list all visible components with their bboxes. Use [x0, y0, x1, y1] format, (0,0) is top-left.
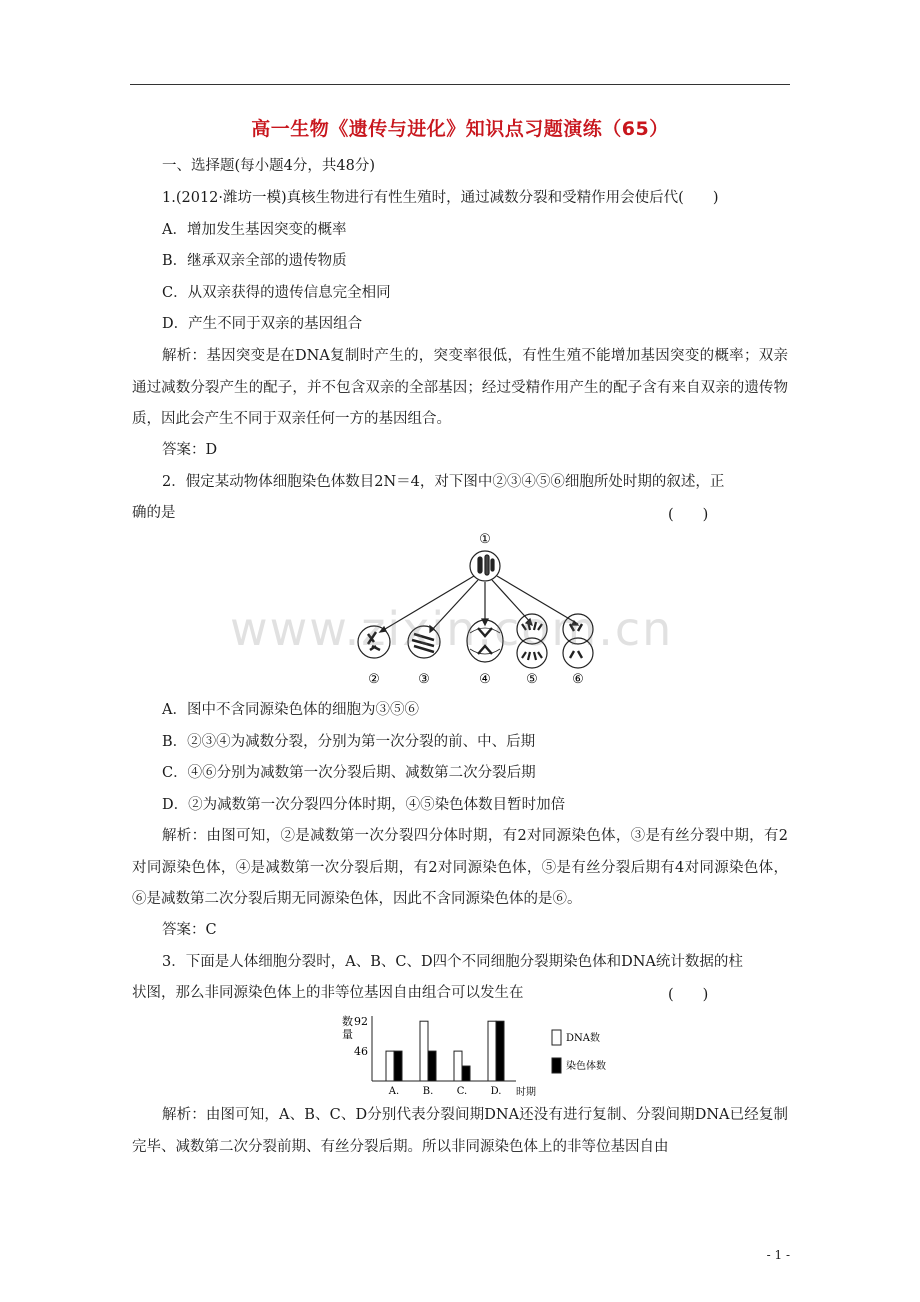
chart-legend-label-0: DNA数 [566, 1033, 600, 1044]
document-title: 高一生物《遗传与进化》知识点习题演练（65） [251, 118, 669, 140]
figure-label-3: ③ [418, 672, 430, 687]
chart-xtick-A: A. [388, 1086, 400, 1097]
chart-ytick-46: 46 [354, 1045, 368, 1059]
figure-label-2: ② [368, 672, 380, 687]
figure-label-4: ④ [479, 672, 491, 687]
chart-bar-A-0 [386, 1051, 394, 1081]
q1-option-d: D．产生不同于双亲的基因组合 [162, 316, 363, 332]
chart-xtick-B: B. [422, 1086, 434, 1097]
figure-label-5: ⑤ [526, 672, 538, 687]
q2-option-d: D．②为减数第一次分裂四分体时期，④⑤染色体数目暂时加倍 [162, 797, 566, 813]
q3-analysis: 解析：由图可知，A、B、C、D分别代表分裂间期DNA还没有进行复制、分裂间期DNA已经复制完毕、减数第二次分裂前期、有丝分裂后期。所以非同源染色体上的非等位基因自由 [132, 1107, 788, 1155]
chart-bar-D-0 [488, 1021, 496, 1081]
chart-legend-swatch-0 [552, 1030, 561, 1045]
q2-option-b: B．②③④为减数分裂，分别为第一次分裂的前、中、后期 [162, 734, 536, 750]
q2-answer-blank: ( ) [668, 507, 709, 523]
page-number: - 1 - [766, 1248, 790, 1262]
q2-analysis: 解析：由图可知，②是减数第一次分裂四分体时期，有2对同源染色体，③是有丝分裂中期，有2对同源染色体，④是减数第一次分裂后期，有2对同源染色体，⑤是有丝分裂后期有4对同源染色体，⑥是减数第二次分裂后期无同源染色体，因此不含同源染色体的是⑥。 [132, 828, 788, 907]
chart-xlabel: 时期 [516, 1087, 536, 1098]
q3-stem-line2: 状图，那么非同源染色体上的非等位基因自由组合可以发生在 [132, 985, 524, 1001]
figure-label-1: ① [479, 532, 491, 547]
chart-bar-B-1 [428, 1051, 436, 1081]
chart-bar-D-1 [496, 1021, 504, 1081]
q1-stem: 1.(2012·潍坊一模)真核生物进行有性生殖时，通过减数分裂和受精作用会使后代( ) [162, 190, 719, 206]
chart-legend-label-1: 染色体数 [566, 1061, 606, 1072]
q3-answer-blank: ( ) [668, 987, 709, 1003]
chart-ylabel-line1: 数 [342, 1015, 353, 1028]
figure-label-6: ⑥ [572, 672, 584, 687]
header-rule [130, 84, 790, 85]
q2-stem-line2: 确的是 [132, 505, 176, 521]
q2-option-a: A．图中不含同源染色体的细胞为③⑤⑥ [162, 702, 419, 718]
q2-answer: 答案：C [162, 922, 217, 938]
q1-analysis: 解析：基因突变是在DNA复制时产生的，突变率很低，有性生殖不能增加基因突变的概率；双亲通过减数分裂产生的配子，并不包含双亲的全部基因；经过受精作用产生的配子含有来自双亲的遗传物质，因此会产生不同于双亲任何一方的基因组合。 [132, 348, 788, 427]
chart-xtick-D: D. [490, 1086, 502, 1097]
chart-xtick-C: C. [456, 1086, 468, 1097]
q1-option-a: A．增加发生基因突变的概率 [162, 222, 347, 238]
q1-option-c: C．从双亲获得的遗传信息完全相同 [162, 285, 391, 301]
q1-answer: 答案：D [162, 442, 218, 458]
chart-ylabel-line2: 量 [342, 1028, 353, 1041]
chart-bar-C-0 [454, 1051, 462, 1081]
q2-stem-line1: 2．假定某动物体细胞染色体数目2N＝4，对下图中②③④⑤⑥细胞所处时期的叙述，正 [162, 474, 725, 490]
chart-bar-A-1 [394, 1051, 402, 1081]
q3-bar-chart [338, 1010, 628, 1100]
chart-legend-swatch-1 [552, 1058, 561, 1073]
watermark: www.zixin.com.cn [230, 602, 674, 656]
section-heading: 一、选择题(每小题4分，共48分) [162, 158, 375, 174]
q1-option-b: B．继承双亲全部的遗传物质 [162, 253, 347, 269]
chart-bar-B-0 [420, 1021, 428, 1081]
chart-ytick-92: 92 [354, 1015, 368, 1029]
q3-stem-line1: 3．下面是人体细胞分裂时，A、B、C、D四个不同细胞分裂期染色体和DNA统计数据的柱 [162, 954, 743, 970]
q2-option-c: C．④⑥分别为减数第一次分裂后期、减数第二次分裂后期 [162, 765, 536, 781]
chart-bar-C-1 [462, 1066, 470, 1081]
